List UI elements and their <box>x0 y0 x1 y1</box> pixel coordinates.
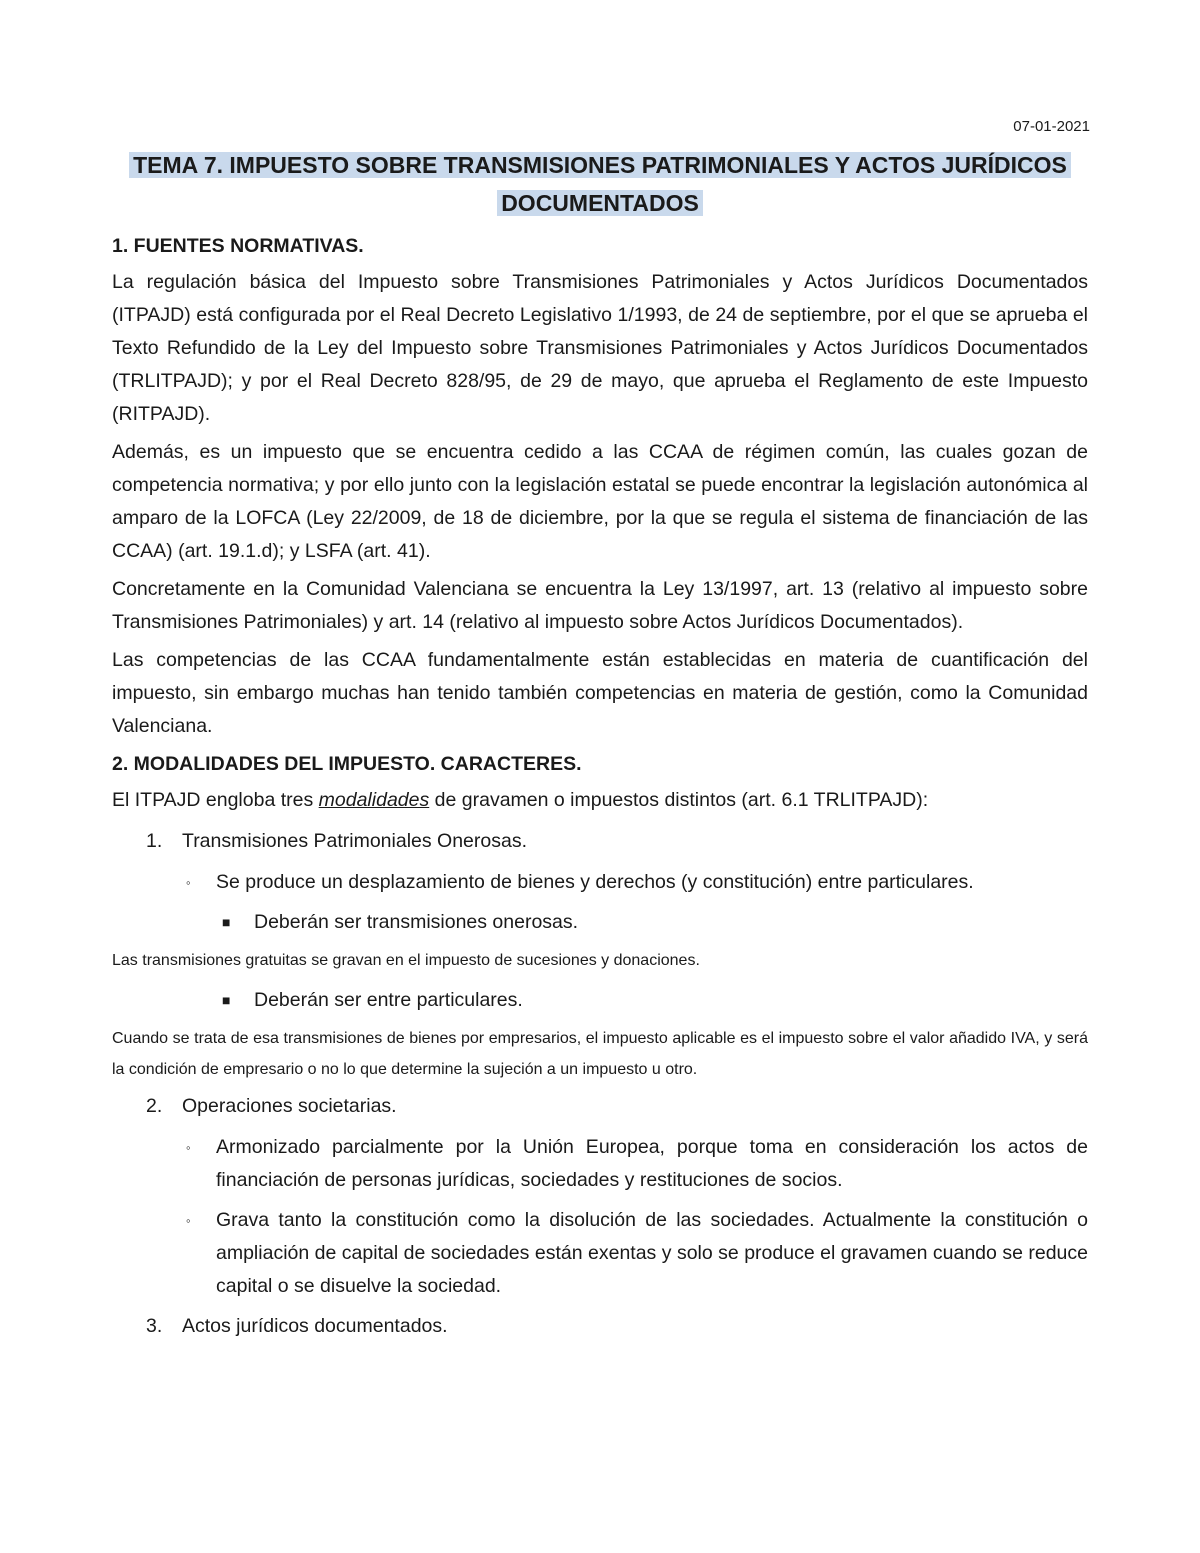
bullet-item <box>186 866 1088 899</box>
intro-text-b: de gravamen o impuestos distintos (art. 6.1 TRLITPAJD): <box>429 789 929 811</box>
square-bullet-icon: ■ <box>222 992 231 1008</box>
note: Las transmisiones gratuitas se gravan en el impuesto de sucesiones y donaciones. <box>112 952 700 969</box>
bullet-item <box>222 984 1088 1017</box>
intro-text-a: El ITPAJD engloba tres <box>112 789 319 811</box>
list-number: 2. <box>146 1095 163 1117</box>
section-heading-modalidades: 2. MODALIDADES DEL IMPUESTO. CARACTERES. <box>112 753 582 775</box>
list-number: 1. <box>146 830 163 852</box>
list-item <box>146 1090 1088 1123</box>
circle-bullet-icon: ◦ <box>186 1213 191 1228</box>
bullet-item <box>222 906 1088 939</box>
title-line-2: DOCUMENTADOS <box>497 190 703 216</box>
bullet-text: Deberán ser transmisiones onerosas. <box>254 911 579 933</box>
title-line-1: TEMA 7. IMPUESTO SOBRE TRANSMISIONES PATRIMONIALES Y ACTOS JURÍDICOS <box>129 152 1071 178</box>
bullet-text: Deberán ser entre particulares. <box>254 989 523 1011</box>
paragraph: Concretamente en la Comunidad Valenciana se encuentra la Ley 13/1997, art. 13 (relativo al impuesto sobre Transmisiones Patrimoniales) y art. 14 (relativo al impuesto sobre Actos Jurídicos Documentados). <box>112 578 1088 633</box>
list-item <box>146 1310 1088 1343</box>
bullet-text: Se produce un desplazamiento de bienes y derechos (y constitución) entre particulares. <box>216 871 974 893</box>
paragraph: Las competencias de las CCAA fundamentalmente están establecidas en materia de cuantificación del impuesto, sin embargo muchas han tenido también competencias en materia de gestión, como la Comunidad Valenciana. <box>112 649 1088 737</box>
square-bullet-icon: ■ <box>222 914 231 930</box>
list-label: Actos jurídicos documentados. <box>182 1315 448 1337</box>
note: Cuando se trata de esa transmisiones de bienes por empresarios, el impuesto aplicable es el impuesto sobre el valor añadido IVA, y será la condición de empresario o no lo que determine la sujeción a un impuesto u otro. <box>112 1030 1088 1078</box>
bullet-item <box>186 1131 1088 1197</box>
document-title <box>110 146 1090 222</box>
paragraph: Además, es un impuesto que se encuentra cedido a las CCAA de régimen común, las cuales gozan de competencia normativa; y por ello junto con la legislación estatal se puede encontrar la legislación autonómica al amparo de la LOFCA (Ley 22/2009, de 18 de diciembre, por la que se regula el sistema de financiación de las CCAA) (art. 19.1.d); y LSFA (art. 41). <box>112 441 1088 562</box>
document-date: 07-01-2021 <box>1013 118 1090 135</box>
section-heading-fuentes: 1. FUENTES NORMATIVAS. <box>112 235 364 257</box>
list-number: 3. <box>146 1315 163 1337</box>
list-item <box>146 825 1088 858</box>
circle-bullet-icon: ◦ <box>186 1140 191 1155</box>
circle-bullet-icon: ◦ <box>186 875 191 890</box>
bullet-text: Armonizado parcialmente por la Unión Europea, porque toma en consideración los actos de financiación de personas jurídicas, sociedades y restituciones de socios. <box>216 1136 1088 1191</box>
intro-paragraph <box>112 784 1088 817</box>
list-label: Operaciones societarias. <box>182 1095 397 1117</box>
bullet-item <box>186 1204 1088 1303</box>
list-label: Transmisiones Patrimoniales Onerosas. <box>182 830 527 852</box>
paragraph: La regulación básica del Impuesto sobre Transmisiones Patrimoniales y Actos Jurídicos Documentados (ITPAJD) está configurada por el Real Decreto Legislativo 1/1993, de 24 de septiembre, por el que se aprueba el Texto Refundido de la Ley del Impuesto sobre Transmisiones Patrimoniales y Actos Jurídicos Documentados (TRLITPAJD); y por el Real Decreto 828/95, de 29 de mayo, que aprueba el Reglamento de este Impuesto (RITPAJD). <box>112 271 1088 425</box>
modalidades-emphasis: modalidades <box>318 789 430 811</box>
document-body <box>112 230 1088 1351</box>
bullet-text: Grava tanto la constitución como la disolución de las sociedades. Actualmente la constitución o ampliación de capital de sociedades están exentas y solo se produce el gravamen cuando se reduce capital o se disuelve la sociedad. <box>216 1209 1088 1297</box>
